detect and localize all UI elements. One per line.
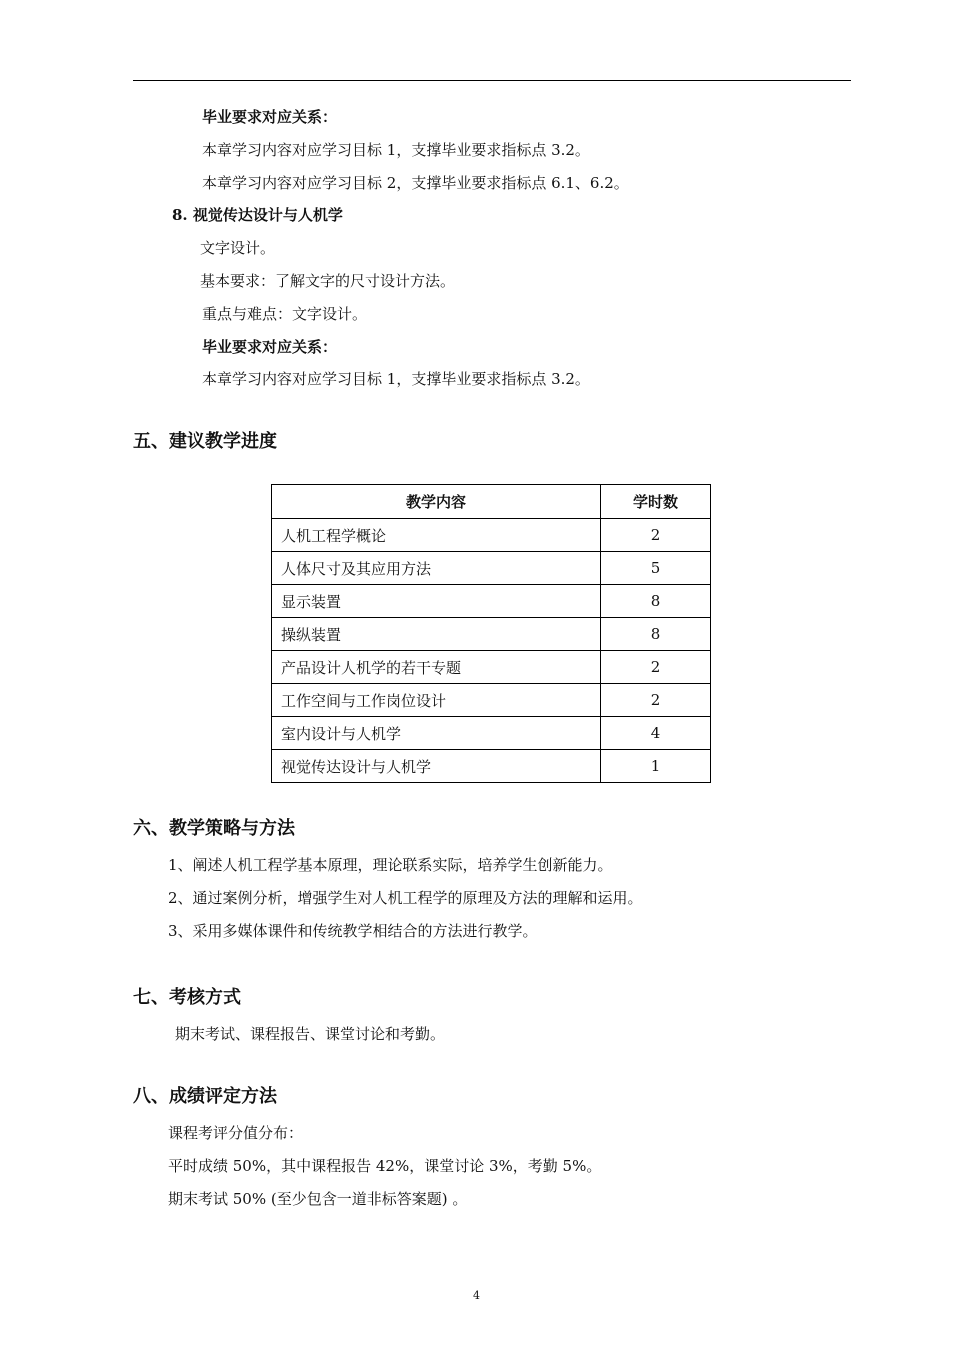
- table-row: [272, 552, 711, 585]
- table-cell-hours: 8: [601, 618, 711, 651]
- table-cell-content: 人体尺寸及其应用方法: [272, 552, 601, 585]
- section-6-heading: 六、教学策略与方法: [133, 818, 295, 839]
- chapter-8-title: 8. 视觉传达设计与人机学: [172, 206, 343, 224]
- graduation-requirement-title: 毕业要求对应关系：: [202, 338, 338, 356]
- column-header-hours: 学时数: [601, 485, 711, 519]
- table-cell-hours: 5: [601, 552, 711, 585]
- graduation-requirement-line: 本章学习内容对应学习目标 1，支撑毕业要求指标点 3.2。: [202, 141, 590, 159]
- chapter-8-content: 文字设计。: [200, 239, 276, 257]
- graduation-requirement-line: 本章学习内容对应学习目标 2，支撑毕业要求指标点 6.1、6.2。: [202, 174, 629, 192]
- grading-line: 平时成绩 50%，其中课程报告 42%，课堂讨论 3%，考勤 5%。: [168, 1157, 602, 1175]
- section-8-heading: 八、成绩评定方法: [133, 1086, 277, 1107]
- chapter-8-basic-requirement: 基本要求：了解文字的尺寸设计方法。: [200, 272, 456, 290]
- table-row: [272, 618, 711, 651]
- table-cell-hours: 2: [601, 651, 711, 684]
- grading-line: 课程考评分值分布：: [168, 1124, 304, 1142]
- grading-line: 期末考试 50% (至少包含一道非标答案题) 。: [168, 1190, 468, 1208]
- table-row: [272, 684, 711, 717]
- table-cell-hours: 1: [601, 750, 711, 783]
- chapter-8-key-points: 重点与难点：文字设计。: [202, 305, 368, 323]
- table-cell-content: 视觉传达设计与人机学: [272, 750, 601, 783]
- page-number: 4: [473, 1289, 480, 1302]
- header-rule: [133, 80, 851, 81]
- table-row: [272, 585, 711, 618]
- table-header-row: [272, 485, 711, 519]
- section-7-heading: 七、考核方式: [133, 987, 241, 1008]
- graduation-requirement-line: 本章学习内容对应学习目标 1，支撑毕业要求指标点 3.2。: [202, 370, 590, 388]
- table-cell-hours: 2: [601, 519, 711, 552]
- table-row: [272, 717, 711, 750]
- section-5-heading: 五、建议教学进度: [133, 431, 277, 452]
- table-cell-content: 工作空间与工作岗位设计: [272, 684, 601, 717]
- assessment-methods-text: 期末考试、课程报告、课堂讨论和考勤。: [175, 1025, 446, 1043]
- table-cell-content: 产品设计人机学的若干专题: [272, 651, 601, 684]
- table-cell-hours: 8: [601, 585, 711, 618]
- table-row: [272, 519, 711, 552]
- list-item: 2、通过案例分析，增强学生对人机工程学的原理及方法的理解和运用。: [168, 889, 643, 907]
- list-item: 1、阐述人机工程学基本原理，理论联系实际，培养学生创新能力。: [168, 856, 613, 874]
- table-cell-content: 室内设计与人机学: [272, 717, 601, 750]
- table-cell-hours: 4: [601, 717, 711, 750]
- table-row: [272, 750, 711, 783]
- table-cell-content: 显示装置: [272, 585, 601, 618]
- table-cell-hours: 2: [601, 684, 711, 717]
- column-header-content: 教学内容: [272, 485, 601, 519]
- table-cell-content: 人机工程学概论: [272, 519, 601, 552]
- table-cell-content: 操纵装置: [272, 618, 601, 651]
- schedule-table: [271, 484, 711, 783]
- table-row: [272, 651, 711, 684]
- list-item: 3、采用多媒体课件和传统教学相结合的方法进行教学。: [168, 922, 538, 940]
- graduation-requirement-title: 毕业要求对应关系：: [202, 108, 338, 126]
